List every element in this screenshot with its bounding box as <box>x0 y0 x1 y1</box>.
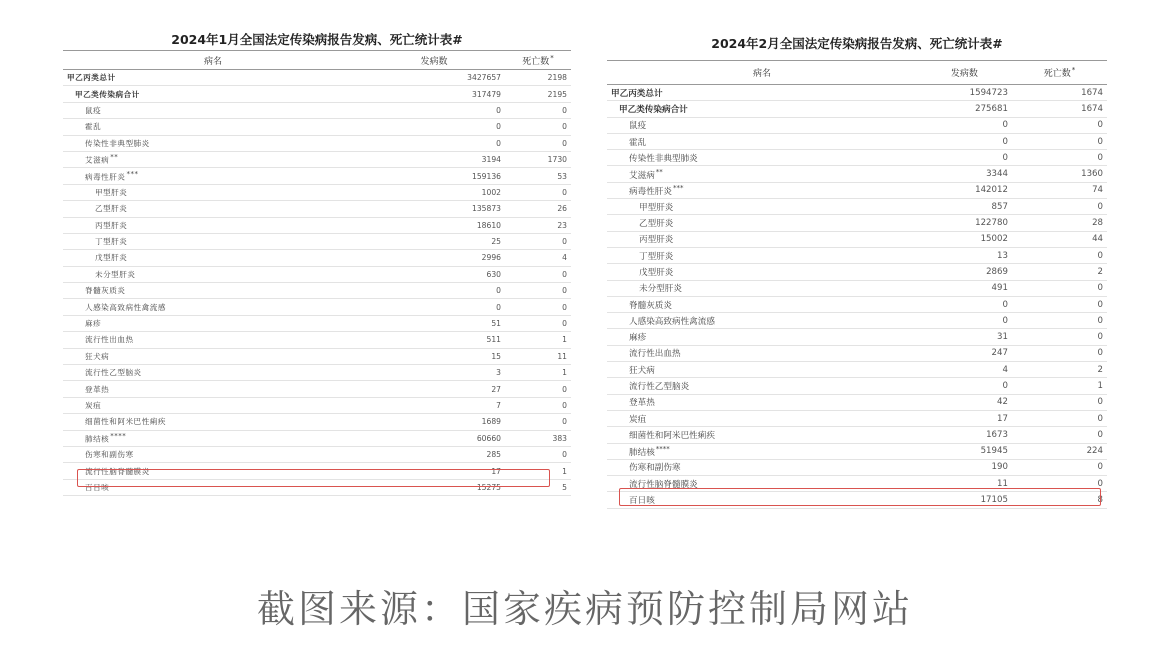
cases-cell: 60660 <box>363 430 505 446</box>
disease-name: 麻疹 <box>85 319 102 329</box>
deaths-cell: 2195 <box>505 86 571 102</box>
disease-name-cell <box>607 378 917 394</box>
cases-cell: 2996 <box>363 250 505 266</box>
disease-name-cell <box>607 231 917 247</box>
cases-cell: 0 <box>917 296 1012 312</box>
disease-name-cell <box>63 299 363 315</box>
deaths-cell: 1674 <box>1012 101 1107 117</box>
table-row <box>607 378 1107 394</box>
cases-cell: 857 <box>917 199 1012 215</box>
deaths-cell: 0 <box>1012 329 1107 345</box>
cases-cell: 0 <box>917 313 1012 329</box>
cases-cell: 1673 <box>917 427 1012 443</box>
disease-name: 狂犬病 <box>85 351 110 361</box>
cases-cell: 142012 <box>917 182 1012 198</box>
table-row <box>63 201 571 217</box>
disease-name: 肺结核 <box>85 434 110 444</box>
deaths-cell: 0 <box>1012 345 1107 361</box>
table-row <box>607 394 1107 410</box>
table-row <box>607 427 1107 443</box>
deaths-cell: 0 <box>1012 394 1107 410</box>
cases-cell: 1689 <box>363 414 505 430</box>
disease-name: 人感染高致病性禽流感 <box>629 316 715 327</box>
deaths-cell: 4 <box>505 250 571 266</box>
deaths-cell: 26 <box>505 201 571 217</box>
deaths-cell: 0 <box>1012 459 1107 475</box>
disease-name-cell <box>607 427 917 443</box>
cases-cell: 0 <box>363 102 505 118</box>
disease-name: 甲乙丙类总计 <box>611 88 663 99</box>
cases-cell: 275681 <box>917 101 1012 117</box>
disease-name: 鼠疫 <box>629 121 647 132</box>
deaths-cell: 0 <box>1012 247 1107 263</box>
cases-cell: 630 <box>363 266 505 282</box>
table-row <box>63 381 571 397</box>
deaths-cell: 0 <box>505 184 571 200</box>
header-name: 病名 <box>607 61 917 85</box>
disease-name: 甲乙丙类总计 <box>67 73 116 83</box>
footnote-mark: *** <box>126 169 139 178</box>
table-row <box>63 446 571 462</box>
disease-name-cell <box>63 184 363 200</box>
deaths-cell: 0 <box>505 315 571 331</box>
disease-name: 麻疹 <box>629 333 647 344</box>
table-row <box>607 459 1107 475</box>
table-row <box>607 410 1107 426</box>
disease-name-cell <box>63 365 363 381</box>
disease-name: 传染性非典型肺炎 <box>629 153 698 164</box>
disease-name: 丙型肝炎 <box>95 220 128 230</box>
cases-cell: 27 <box>363 381 505 397</box>
table-row <box>607 345 1107 361</box>
table-row <box>607 443 1107 459</box>
deaths-cell: 2198 <box>505 70 571 86</box>
disease-name-cell <box>607 101 917 117</box>
table-row <box>607 150 1107 166</box>
cases-cell: 0 <box>363 299 505 315</box>
disease-name-cell <box>607 394 917 410</box>
deaths-cell: 0 <box>505 266 571 282</box>
disease-name: 登革热 <box>85 384 110 394</box>
february-table-body <box>607 85 1107 509</box>
table-row <box>607 199 1107 215</box>
disease-name-cell <box>607 182 917 198</box>
table-row <box>607 166 1107 182</box>
deaths-cell: 1730 <box>505 151 571 167</box>
disease-name: 甲型肝炎 <box>95 187 128 197</box>
disease-name: 甲乙类传染病合计 <box>619 104 688 115</box>
table-row <box>63 266 571 282</box>
disease-name-cell <box>63 233 363 249</box>
disease-name-cell <box>63 217 363 233</box>
january-table-panel <box>63 30 571 496</box>
disease-name: 传染性非典型肺炎 <box>85 138 150 148</box>
disease-name-cell <box>63 332 363 348</box>
disease-name-cell <box>607 215 917 231</box>
cases-cell: 17 <box>363 463 505 479</box>
disease-name-cell <box>607 264 917 280</box>
deaths-cell: 23 <box>505 217 571 233</box>
disease-name: 人感染高致病性禽流感 <box>85 302 166 312</box>
cases-cell: 122780 <box>917 215 1012 231</box>
disease-name-cell <box>607 345 917 361</box>
disease-name-cell <box>607 329 917 345</box>
cases-cell: 25 <box>363 233 505 249</box>
cases-cell: 3 <box>363 365 505 381</box>
disease-name: 流行性出血热 <box>629 349 681 360</box>
cases-cell: 0 <box>363 119 505 135</box>
disease-name-cell <box>63 479 363 495</box>
disease-name: 甲型肝炎 <box>639 202 674 213</box>
header-cases: 发病数 <box>917 61 1012 85</box>
deaths-cell: 1360 <box>1012 166 1107 182</box>
footnote-mark: **** <box>110 432 127 441</box>
source-caption: 截图来源：国家疾病预防控制局网站 <box>256 587 913 631</box>
disease-name-cell <box>63 348 363 364</box>
deaths-cell: 1 <box>505 365 571 381</box>
table-row <box>63 151 571 167</box>
disease-name-cell <box>607 459 917 475</box>
disease-name: 丙型肝炎 <box>639 235 674 246</box>
cases-cell: 51 <box>363 315 505 331</box>
disease-name: 登革热 <box>629 398 655 409</box>
cases-cell: 285 <box>363 446 505 462</box>
table-row <box>607 476 1107 492</box>
disease-name-cell <box>63 414 363 430</box>
cases-cell: 3344 <box>917 166 1012 182</box>
disease-name-cell <box>607 117 917 133</box>
table-row <box>63 299 571 315</box>
deaths-cell: 1 <box>505 332 571 348</box>
table-row <box>63 414 571 430</box>
disease-name-cell <box>607 199 917 215</box>
table-row <box>607 215 1107 231</box>
table-row <box>63 283 571 299</box>
table-row <box>63 348 571 364</box>
cases-cell: 159136 <box>363 168 505 184</box>
disease-name: 狂犬病 <box>629 365 655 376</box>
table-row <box>607 492 1107 508</box>
deaths-cell: 2 <box>1012 362 1107 378</box>
deaths-cell: 0 <box>1012 476 1107 492</box>
disease-name-cell <box>63 283 363 299</box>
cases-cell: 17 <box>917 410 1012 426</box>
table-row <box>607 280 1107 296</box>
deaths-cell: 44 <box>1012 231 1107 247</box>
cases-cell: 0 <box>917 117 1012 133</box>
deaths-cell: 0 <box>505 119 571 135</box>
february-table-panel <box>607 34 1107 509</box>
table-row <box>607 313 1107 329</box>
disease-name: 脊髓灰质炎 <box>629 300 672 311</box>
cases-cell: 491 <box>917 280 1012 296</box>
cases-cell: 190 <box>917 459 1012 475</box>
disease-name: 鼠疫 <box>85 105 102 115</box>
table-row <box>63 250 571 266</box>
table-row <box>63 119 571 135</box>
deaths-cell: 0 <box>1012 199 1107 215</box>
cases-cell: 15002 <box>917 231 1012 247</box>
cases-cell: 13 <box>917 247 1012 263</box>
disease-name: 百日咳 <box>85 482 110 492</box>
deaths-cell: 1674 <box>1012 85 1107 101</box>
disease-name: 细菌性和阿米巴性痢疾 <box>85 417 166 427</box>
deaths-cell: 0 <box>505 135 571 151</box>
disease-name-cell <box>63 201 363 217</box>
disease-name-cell <box>607 296 917 312</box>
disease-name-cell <box>63 397 363 413</box>
cases-cell: 0 <box>363 283 505 299</box>
table-row <box>63 86 571 102</box>
table-row <box>63 168 571 184</box>
table-row <box>607 296 1107 312</box>
disease-name-cell <box>63 168 363 184</box>
deaths-cell: 0 <box>505 397 571 413</box>
disease-name-cell <box>63 446 363 462</box>
table-row <box>63 315 571 331</box>
table-row <box>607 117 1107 133</box>
disease-name: 流行性脑脊髓膜炎 <box>629 479 698 490</box>
table-row <box>607 85 1107 101</box>
cases-cell: 1002 <box>363 184 505 200</box>
deaths-cell: 2 <box>1012 264 1107 280</box>
disease-name: 乙型肝炎 <box>639 219 674 230</box>
table-row <box>607 362 1107 378</box>
header-cases: 发病数 <box>363 51 505 70</box>
disease-name-cell <box>63 102 363 118</box>
disease-name-cell <box>63 430 363 446</box>
table-row <box>63 365 571 381</box>
deaths-cell: 0 <box>1012 133 1107 149</box>
disease-name: 丁型肝炎 <box>639 251 674 262</box>
cases-cell: 0 <box>917 150 1012 166</box>
february-header-row <box>607 61 1107 85</box>
disease-name-cell <box>607 247 917 263</box>
table-row <box>63 397 571 413</box>
disease-name: 炭疽 <box>629 414 647 425</box>
disease-name: 艾滋病 <box>629 170 655 181</box>
disease-name: 未分型肝炎 <box>639 284 682 295</box>
cases-cell: 247 <box>917 345 1012 361</box>
deaths-cell: 0 <box>505 299 571 315</box>
cases-cell: 0 <box>363 135 505 151</box>
cases-cell: 1594723 <box>917 85 1012 101</box>
cases-cell: 18610 <box>363 217 505 233</box>
cases-cell: 4 <box>917 362 1012 378</box>
disease-name: 百日咳 <box>629 496 655 507</box>
cases-cell: 51945 <box>917 443 1012 459</box>
disease-name: 肺结核 <box>629 447 655 458</box>
table-row <box>607 101 1107 117</box>
cases-cell: 317479 <box>363 86 505 102</box>
disease-name: 病毒性肝炎 <box>85 172 126 182</box>
cases-cell: 15 <box>363 348 505 364</box>
table-row <box>607 329 1107 345</box>
table-row <box>607 133 1107 149</box>
disease-name-cell <box>607 313 917 329</box>
disease-name-cell <box>607 85 917 101</box>
cases-cell: 31 <box>917 329 1012 345</box>
deaths-cell: 53 <box>505 168 571 184</box>
cases-cell: 511 <box>363 332 505 348</box>
disease-name-cell <box>63 250 363 266</box>
footnote-mark: ** <box>655 167 663 176</box>
disease-name-cell <box>607 362 917 378</box>
deaths-cell: 74 <box>1012 182 1107 198</box>
disease-name: 伤寒和副伤寒 <box>629 463 681 474</box>
disease-name-cell <box>607 166 917 182</box>
table-row <box>607 182 1107 198</box>
disease-name-cell <box>63 151 363 167</box>
table-row <box>607 247 1107 263</box>
cases-cell: 3427657 <box>363 70 505 86</box>
disease-name-cell <box>63 315 363 331</box>
disease-name-cell <box>63 135 363 151</box>
cases-cell: 0 <box>917 378 1012 394</box>
deaths-cell: 0 <box>505 102 571 118</box>
deaths-cell: 0 <box>1012 427 1107 443</box>
disease-name: 细菌性和阿米巴性痢疾 <box>629 430 715 441</box>
table-row <box>63 70 571 86</box>
deaths-cell: 1 <box>1012 378 1107 394</box>
table-row <box>63 430 571 446</box>
deaths-cell: 8 <box>1012 492 1107 508</box>
february-table <box>607 60 1107 509</box>
table-row <box>63 479 571 495</box>
disease-name: 艾滋病 <box>85 155 110 165</box>
cases-cell: 3194 <box>363 151 505 167</box>
deaths-cell: 0 <box>505 446 571 462</box>
cases-cell: 15275 <box>363 479 505 495</box>
cases-cell: 2869 <box>917 264 1012 280</box>
february-table-title: 2024年2月全国法定传染病报告发病、死亡统计表# <box>711 36 1003 51</box>
disease-name: 流行性出血热 <box>85 335 134 345</box>
cases-cell: 7 <box>363 397 505 413</box>
deaths-cell: 0 <box>1012 150 1107 166</box>
disease-name-cell <box>607 280 917 296</box>
deaths-cell: 0 <box>1012 296 1107 312</box>
table-row <box>63 184 571 200</box>
deaths-cell: 224 <box>1012 443 1107 459</box>
deaths-cell: 11 <box>505 348 571 364</box>
disease-name-cell <box>607 150 917 166</box>
table-row <box>63 332 571 348</box>
deaths-cell: 1 <box>505 463 571 479</box>
january-table-body <box>63 70 571 496</box>
deaths-cell: 5 <box>505 479 571 495</box>
header-name: 病名 <box>63 51 363 70</box>
deaths-cell: 0 <box>505 381 571 397</box>
disease-name-cell <box>607 133 917 149</box>
disease-name: 伤寒和副伤寒 <box>85 450 134 460</box>
disease-name: 霍乱 <box>629 137 647 148</box>
disease-name: 霍乱 <box>85 122 102 132</box>
disease-name: 甲乙类传染病合计 <box>75 89 140 99</box>
disease-name: 炭疽 <box>85 401 102 410</box>
deaths-cell: 383 <box>505 430 571 446</box>
table-row <box>63 463 571 479</box>
deaths-cell: 0 <box>505 233 571 249</box>
cases-cell: 0 <box>917 133 1012 149</box>
header-deaths: 死亡数* <box>1012 61 1107 85</box>
table-row <box>607 231 1107 247</box>
footnote-mark: *** <box>672 184 684 192</box>
cases-cell: 42 <box>917 394 1012 410</box>
disease-name-cell <box>63 463 363 479</box>
disease-name: 流行性乙型脑炎 <box>629 381 690 392</box>
disease-name: 乙型肝炎 <box>95 204 128 214</box>
deaths-cell: 0 <box>1012 280 1107 296</box>
disease-name-cell <box>63 381 363 397</box>
disease-name: 戊型肝炎 <box>95 253 128 263</box>
cases-cell: 17105 <box>917 492 1012 508</box>
cases-cell: 11 <box>917 476 1012 492</box>
disease-name-cell <box>607 410 917 426</box>
table-row <box>607 264 1107 280</box>
january-table-title: 2024年1月全国法定传染病报告发病、死亡统计表# <box>171 32 463 47</box>
cases-cell: 135873 <box>363 201 505 217</box>
disease-name-cell <box>63 86 363 102</box>
disease-name-cell <box>607 443 917 459</box>
disease-name: 丁型肝炎 <box>95 237 128 247</box>
disease-name-cell <box>607 476 917 492</box>
header-deaths: 死亡数* <box>505 51 571 70</box>
deaths-cell: 0 <box>505 283 571 299</box>
table-row <box>63 102 571 118</box>
deaths-cell: 28 <box>1012 215 1107 231</box>
disease-name: 戊型肝炎 <box>639 267 674 278</box>
january-header-row <box>63 51 571 70</box>
footnote-mark: ** <box>110 153 119 162</box>
table-row <box>63 217 571 233</box>
table-row <box>63 135 571 151</box>
disease-name: 流行性乙型脑炎 <box>85 368 142 378</box>
disease-name-cell <box>607 492 917 508</box>
footnote-mark: **** <box>655 444 670 453</box>
deaths-cell: 0 <box>505 414 571 430</box>
deaths-cell: 0 <box>1012 313 1107 329</box>
disease-name: 病毒性肝炎 <box>629 186 672 197</box>
disease-name: 未分型肝炎 <box>95 269 136 279</box>
deaths-cell: 0 <box>1012 410 1107 426</box>
disease-name-cell <box>63 119 363 135</box>
disease-name-cell <box>63 70 363 86</box>
disease-name-cell <box>63 266 363 282</box>
deaths-cell: 0 <box>1012 117 1107 133</box>
disease-name: 流行性脑脊髓膜炎 <box>85 466 150 476</box>
january-table <box>63 50 571 496</box>
disease-name: 脊髓灰质炎 <box>85 286 126 296</box>
table-row <box>63 233 571 249</box>
